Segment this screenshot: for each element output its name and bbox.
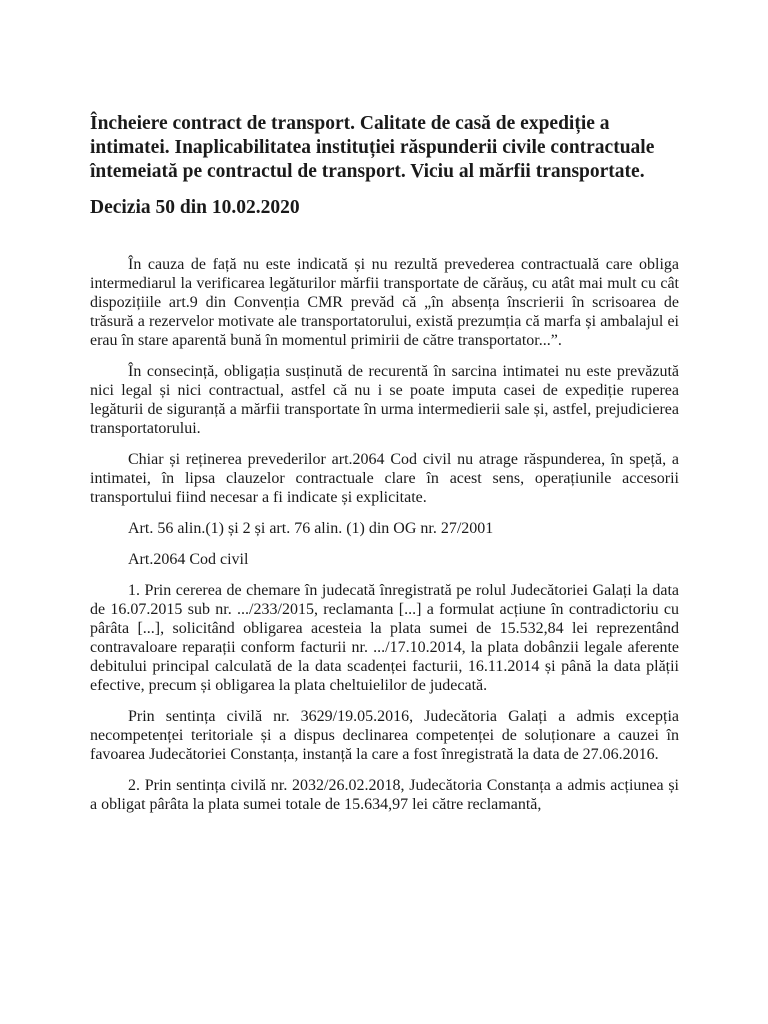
document-content — [90, 112, 679, 826]
decision-heading: Decizia 50 din 10.02.2020 — [90, 197, 300, 218]
summary-paragraph: În cauza de față nu este indicată și nu rezultă prevederea contractuală care obliga intermediarul la verificarea legăturilor mărfii transportate de cărăuș, cu atât mai mult cu cât dispozițiile art.9 din Convenția CMR prevăd că „în absența înscrierii în scrisoarea de trăsură a rezervelor motivate ale transportatorului, există prezumția că marfa și ambalajul ei erau în stare aparentă bună în momentul primirii de către transportator...”. — [90, 256, 679, 349]
legal-reference: Art.2064 Cod civil — [128, 551, 249, 568]
document-title: Încheiere contract de transport. Calitate de casă de expediție a intimatei. Inaplicabilitatea instituției răspunderii civile contractuale întemeiată pe contractul de transport. Viciu al mărfii transportate. — [90, 113, 655, 182]
legal-reference: Art. 56 alin.(1) și 2 și art. 76 alin. (1) din OG nr. 27/2001 — [128, 520, 494, 537]
summary-paragraph: În consecință, obligația susținută de recurentă în sarcina intimatei nu este prevăzută nici legal și nici contractual, astfel că nu i se poate imputa casei de expediție ruperea legăturii de siguranță a mărfii transportate în urma intermedierii sale și, astfel, prejudicierea transportatorului. — [90, 363, 679, 437]
case-paragraph: 1. Prin cererea de chemare în judecată înregistrată pe rolul Judecătoriei Galați la data de 16.07.2015 sub nr. .../233/2015, reclamanta [...] a formulat acțiune în contradictoriu cu pârâta [...], solicitând obligarea acesteia la plata sumei de 15.532,84 lei reprezentând contravaloare reparații conform facturii nr. .../17.10.2014, la plata dobânzii legale aferente debitului principal calculată de la data scadenței facturii, 16.11.2014 și până la data plății efective, precum și obligarea la plata cheltuielilor de judecată. — [90, 582, 679, 694]
document-body — [90, 255, 679, 814]
summary-paragraph: Chiar și reținerea prevederilor art.2064 Cod civil nu atrage răspunderea, în speță, a intimatei, în lipsa clauzelor contractuale clare în acest sens, operațiunile accesorii transportului fiind necesar a fi indicate și explicitate. — [90, 451, 679, 506]
case-paragraph: 2. Prin sentința civilă nr. 2032/26.02.2018, Judecătoria Constanța a admis acțiunea și a obligat pârâta la plata sumei totale de 15.634,97 lei către reclamantă, — [90, 777, 679, 813]
case-paragraph: Prin sentința civilă nr. 3629/19.05.2016, Judecătoria Galați a admis excepția necompetenței teritoriale și a dispus declinarea competenței de soluționare a cauzei în favoarea Judecătoriei Constanța, instanță la care a fost înregistrată la data de 27.06.2016. — [90, 708, 679, 763]
